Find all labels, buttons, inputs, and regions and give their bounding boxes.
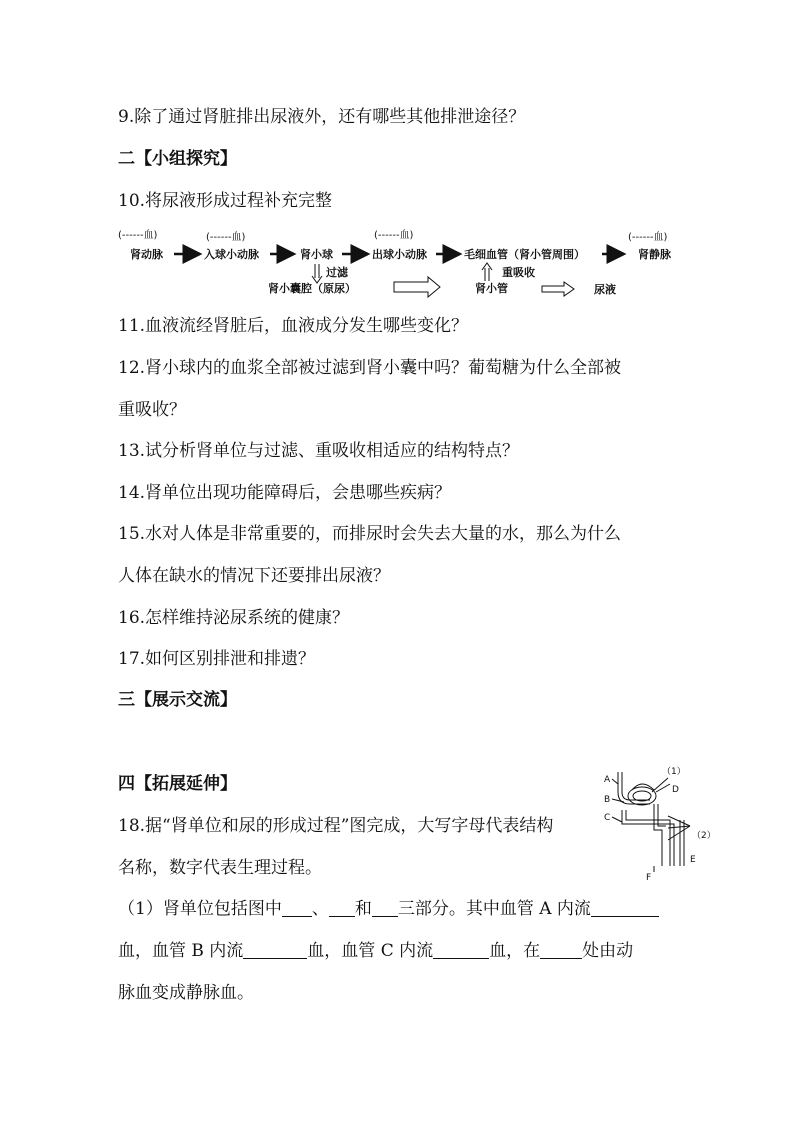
flow-node-peritubular-capillary: 毛细血管（肾小管周围）	[464, 248, 585, 261]
answer-blank-3[interactable]	[372, 898, 398, 917]
q18-text-d: 三部分。其中血管 A 内流	[397, 899, 591, 919]
flow-blank-4: (------血)	[628, 232, 668, 243]
flow-blank-1: (------血)	[118, 230, 158, 241]
flow-label-reabsorption: 重吸收	[502, 266, 535, 279]
question-12-line-1: 12.肾小球内的血浆全部被过滤到肾小囊中吗？葡萄糖为什么全部被	[118, 358, 622, 378]
q18-text-h: 处由动	[582, 941, 634, 961]
flow-node-urine: 尿液	[594, 283, 616, 296]
flow-blank-3: (------血)	[374, 230, 414, 241]
question-18-line-1: 18.据“肾单位和尿的形成过程”图完成，大写字母代表结构	[118, 816, 554, 836]
question-12-line-2: 重吸收？	[118, 400, 186, 420]
diagram-label-e: E	[690, 855, 696, 865]
diagram-label-a: A	[604, 775, 611, 785]
question-13: 13.试分析肾单位与过滤、重吸收相适应的结构特点？	[118, 441, 520, 461]
section-heading-extension: 四【拓展延伸】	[118, 774, 237, 794]
diagram-label-d: D	[672, 785, 679, 795]
answer-blank-vessel-a[interactable]	[591, 898, 659, 917]
flow-node-glomerulus: 肾小球	[300, 248, 333, 261]
q18-text-e: 血，血管 B 内流	[118, 941, 244, 961]
question-17: 17.如何区别排泄和排遗？	[118, 649, 316, 669]
question-9: 9.除了通过肾脏排出尿液外，还有哪些其他排泄途径？	[118, 107, 526, 127]
question-18-part-1-line-1	[118, 898, 659, 920]
urine-formation-flowchart	[118, 226, 698, 298]
answer-blank-vessel-c[interactable]	[433, 940, 489, 959]
flow-node-renal-tubule: 肾小管	[475, 282, 508, 295]
diagram-process-1: （1）	[662, 767, 686, 777]
diagram-label-f: F	[646, 873, 652, 882]
question-14: 14.肾单位出现功能障碍后，会患哪些疾病？	[118, 483, 452, 503]
flow-node-renal-vein: 肾静脉	[638, 248, 671, 261]
section-heading-presentation: 三【展示交流】	[118, 690, 237, 710]
q18-text-a: （1）肾单位包括图中	[118, 899, 282, 919]
question-10: 10.将尿液形成过程补充完整	[118, 191, 333, 211]
flow-node-efferent-arteriole: 出球小动脉	[372, 248, 427, 261]
flow-node-capsule-cavity: 肾小囊腔（原尿）	[268, 282, 356, 295]
answer-blank-vessel-b[interactable]	[243, 940, 307, 959]
question-18-line-2: 名称，数字代表生理过程。	[118, 858, 322, 878]
flow-label-filtration: 过滤	[326, 266, 348, 279]
q18-text-f: 血，血管 C 内流	[307, 941, 434, 961]
diagram-process-2: （2）	[692, 831, 716, 841]
answer-blank-1[interactable]	[282, 898, 312, 917]
diagram-label-b: B	[604, 795, 611, 805]
question-18-part-1-line-2	[118, 940, 633, 962]
flow-node-afferent-arteriole: 入球小动脉	[204, 248, 259, 261]
question-15-line-1: 15.水对人体是非常重要的，而排尿时会失去大量的水，那么为什么	[118, 524, 622, 544]
question-18-part-1-line-3: 脉血变成静脉血。	[118, 983, 254, 1003]
q18-text-g: 血，在	[489, 941, 541, 961]
nephron-diagram	[598, 762, 722, 882]
q18-text-b: 、	[311, 899, 329, 919]
diagram-label-c: C	[604, 813, 611, 823]
flow-blank-2: (------血)	[206, 232, 246, 243]
answer-blank-2[interactable]	[329, 898, 355, 917]
question-15-line-2: 人体在缺水的情况下还要排出尿液？	[118, 566, 390, 586]
question-16: 16.怎样维持泌尿系统的健康？	[118, 608, 350, 628]
flow-node-renal-artery: 肾动脉	[130, 248, 163, 261]
question-11: 11.血液流经肾脏后，血液成分发生哪些变化？	[118, 316, 469, 336]
answer-blank-location[interactable]	[540, 940, 582, 959]
q18-text-c: 和	[354, 899, 372, 919]
section-heading-group-inquiry: 二【小组探究】	[118, 149, 237, 169]
